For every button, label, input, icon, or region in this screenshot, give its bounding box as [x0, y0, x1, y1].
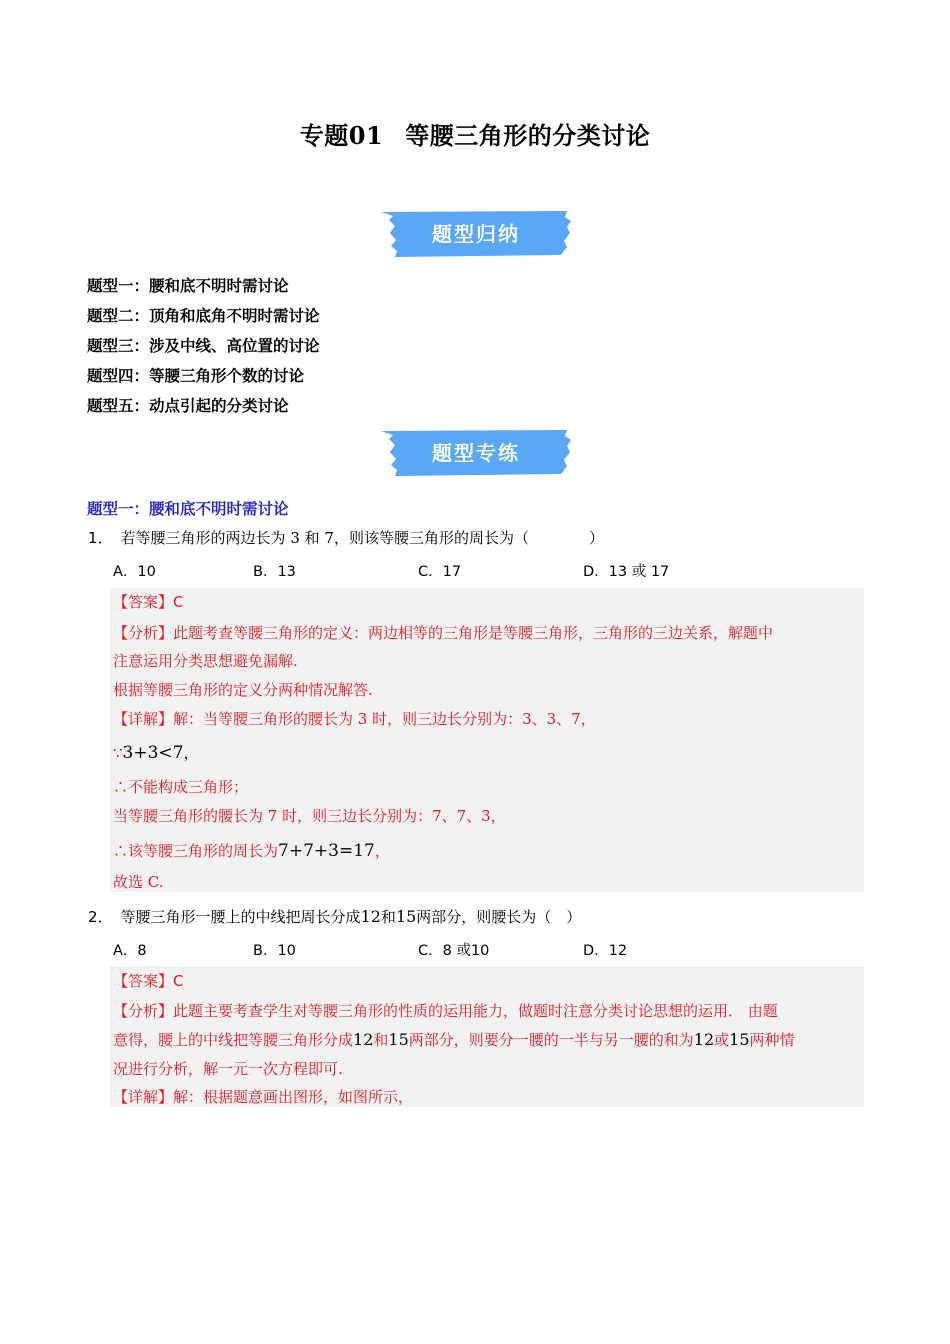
question-2	[88, 906, 581, 927]
option-a: A．10	[113, 564, 156, 580]
detail-line	[113, 1086, 413, 1107]
analysis-text: 此题主要考查学生对等腰三角形的性质的运用能力，做题时注意分类讨论思想的运用． 由题	[173, 1002, 778, 1020]
detail-label: 【详解】	[113, 1088, 174, 1106]
number-value: 15	[729, 1030, 750, 1049]
detail-text: ∴该等腰三角形的周长为	[113, 842, 279, 860]
banner-practice-label: 题型专练	[432, 441, 520, 465]
page-title	[0, 116, 950, 151]
question-1	[88, 527, 604, 548]
because-symbol: ∵	[113, 744, 123, 762]
punctuation: ，	[374, 842, 390, 860]
analysis-line: 注意运用分类思想避免漏解.	[113, 652, 298, 670]
analysis-line	[113, 1029, 795, 1050]
option-a: A．8	[113, 943, 147, 959]
banner-summary-label: 题型归纳	[432, 222, 520, 246]
banner-summary	[381, 211, 571, 257]
question-text: 若等腰三角形的两边长为 3 和 7，则该等腰三角形的周长为（ ）	[120, 529, 604, 547]
option-c: C．17	[418, 564, 462, 580]
analysis-text: 和	[373, 1031, 389, 1049]
question-number-value: 15	[395, 907, 417, 926]
answer-label: 【答案】	[113, 972, 174, 990]
option-b: B．13	[253, 564, 296, 580]
detail-line	[113, 742, 199, 763]
toc-item: 题型一：腰和底不明时需讨论	[87, 276, 289, 295]
question-text: 和	[380, 908, 396, 926]
detail-line	[113, 840, 390, 861]
answer-line	[113, 591, 184, 612]
option-b: B．10	[253, 943, 296, 959]
answer-box-2	[110, 966, 864, 1107]
question-text: 等腰三角形一腰上的中线把周长分成	[120, 908, 361, 926]
answer-box-1	[110, 588, 864, 892]
number-value: 12	[693, 1030, 715, 1049]
title-number: 专题01	[299, 121, 384, 150]
analysis-text: 意得，腰上的中线把等腰三角形分成	[113, 1031, 354, 1049]
question-number-value: 12	[360, 907, 381, 926]
title-text: 等腰三角形的分类讨论	[405, 121, 651, 150]
section-heading: 题型一：腰和底不明时需讨论	[87, 499, 289, 518]
punctuation: ，	[183, 744, 199, 762]
detail-line: ∴不能构成三角形；	[113, 778, 249, 796]
detail-line	[113, 708, 596, 729]
analysis-line: 况进行分析，解一元一次方程即可.	[113, 1060, 343, 1078]
question-number: 2．	[88, 908, 113, 926]
answer-line	[113, 970, 184, 991]
analysis-text: 两种情	[749, 1031, 795, 1049]
toc-item: 题型二：顶角和底角不明时需讨论	[87, 306, 320, 325]
analysis-label: 【分析】	[113, 624, 174, 642]
analysis-text: 此题考查等腰三角形的定义：两边相等的三角形是等腰三角形，三角形的三边关系，解题中	[173, 624, 774, 642]
option-d: D．13 或 17	[583, 564, 670, 580]
detail-text: 解：当等腰三角形的腰长为 3 时，则三边长分别为：3、3、7，	[173, 710, 596, 728]
option-c: C．8 或10	[418, 943, 490, 959]
question-text: 两部分，则腰长为（ ）	[416, 908, 582, 926]
toc-item: 题型五：动点引起的分类讨论	[87, 396, 289, 415]
math-expression: 7+7+3=17	[278, 841, 375, 861]
detail-label: 【详解】	[113, 710, 174, 728]
answer-label: 【答案】	[113, 593, 174, 611]
analysis-text: 两部分，则要分一腰的一半与另一腰的和为	[408, 1031, 694, 1049]
detail-text: 解：根据题意画出图形，如图所示，	[173, 1088, 414, 1106]
option-d: D．12	[583, 943, 628, 959]
detail-line: 故选 C.	[113, 873, 164, 891]
analysis-label: 【分析】	[113, 1002, 174, 1020]
analysis-text: 或	[714, 1031, 730, 1049]
math-expression: 3+3<7	[122, 743, 184, 763]
number-value: 12	[353, 1030, 374, 1049]
answer-value: C	[173, 972, 184, 990]
analysis-line	[113, 622, 773, 643]
detail-line: 当等腰三角形的腰长为 7 时，则三边长分别为：7、7、3，	[113, 807, 506, 825]
question-type-list	[87, 276, 320, 426]
number-value: 15	[388, 1030, 409, 1049]
question-number: 1．	[88, 529, 113, 547]
answer-value: C	[173, 593, 184, 611]
analysis-line	[113, 1000, 778, 1021]
banner-practice	[381, 430, 571, 476]
toc-item: 题型三：涉及中线、高位置的讨论	[87, 336, 320, 355]
analysis-line: 根据等腰三角形的定义分两种情况解答.	[113, 681, 373, 699]
toc-item: 题型四：等腰三角形个数的讨论	[87, 366, 305, 385]
